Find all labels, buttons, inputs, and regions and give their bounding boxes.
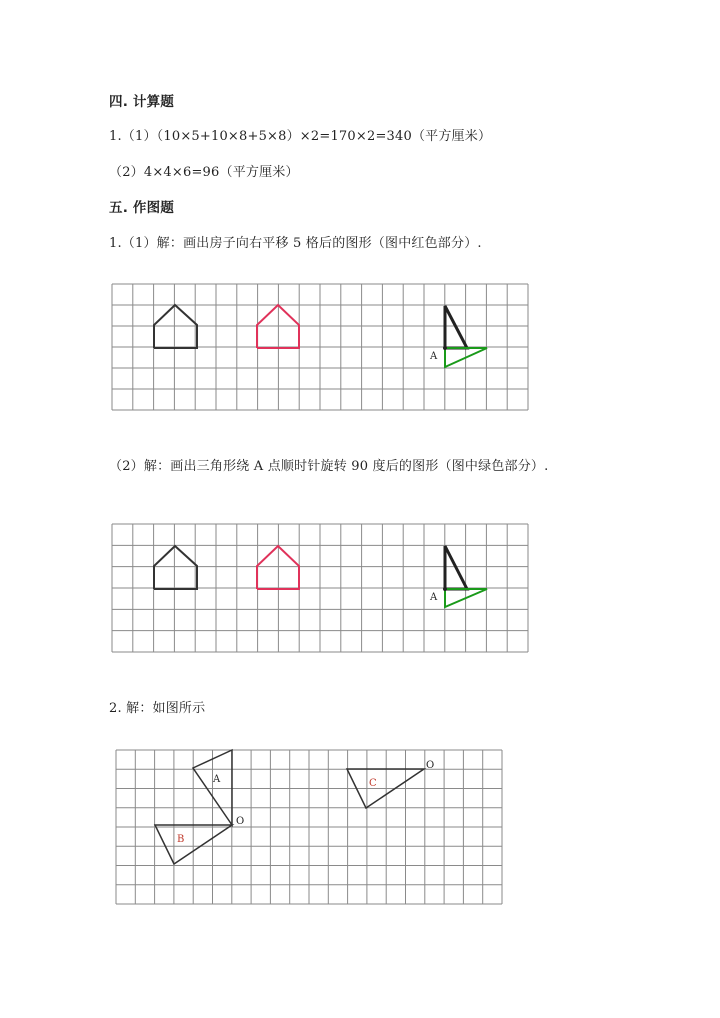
- point-o-label-1: O: [236, 816, 245, 827]
- draw-q1-part1: 1.（1）解：画出房子向右平移 5 格后的图形（图中红色部分）.: [109, 236, 482, 251]
- grid-lines-3: [116, 750, 502, 904]
- triangle-b-label: B: [177, 834, 185, 845]
- triangle-c-label: C: [369, 778, 377, 789]
- section4-heading: 四. 计算题: [109, 94, 175, 110]
- calc-q1-line1: 1.（1）（10×5+10×8+5×8）×2=170×2=340（平方厘米）: [109, 129, 492, 144]
- calc-q1-line2: （2）4×4×6=96（平方厘米）: [109, 165, 299, 180]
- point-o-label-2: O: [426, 760, 435, 771]
- section5-heading: 五. 作图题: [109, 200, 175, 216]
- draw-q1-part2: （2）解：画出三角形绕 A 点顺时针旋转 90 度后的图形（图中绿色部分）.: [109, 459, 549, 474]
- point-a-label: A: [430, 592, 438, 603]
- point-a-label: A: [430, 351, 438, 362]
- triangle-a-label: A: [213, 774, 221, 785]
- draw-q2: 2. 解：如图所示: [109, 701, 206, 716]
